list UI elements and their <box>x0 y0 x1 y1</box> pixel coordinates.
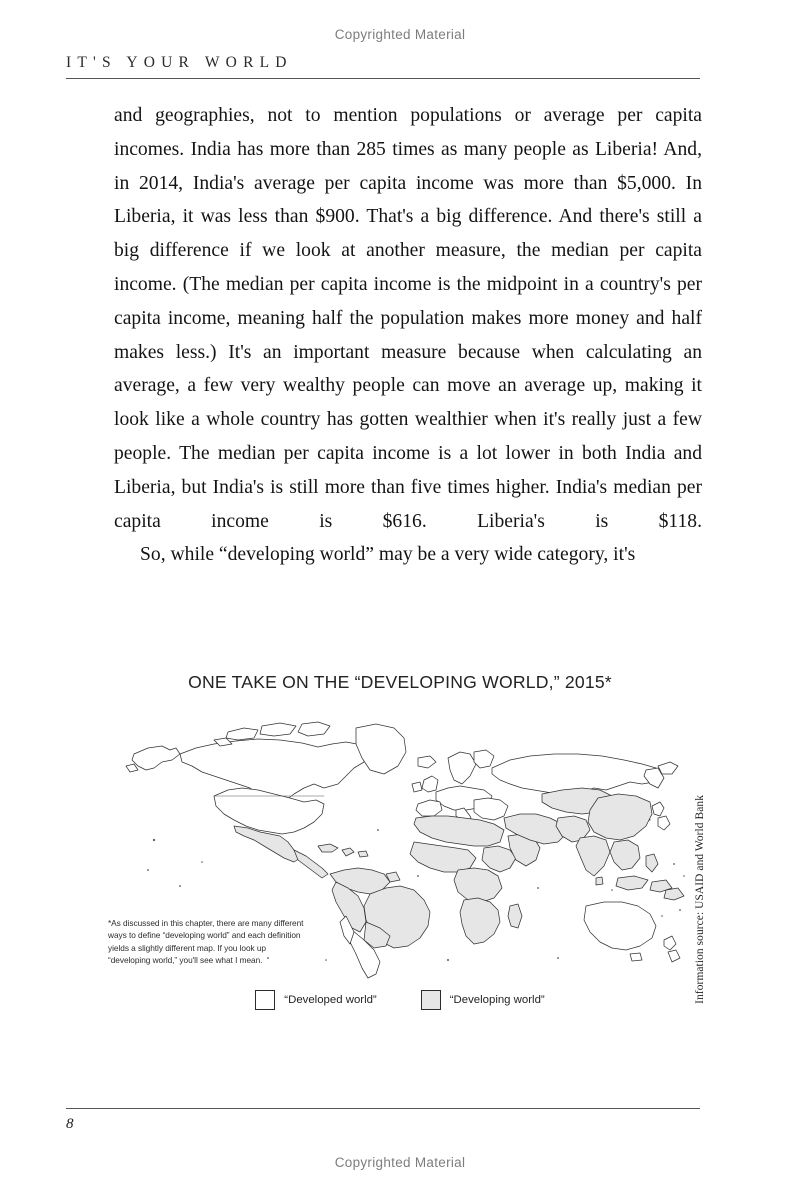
body-paragraph-2: So, while “developing world” may be a very wide category, it's <box>140 544 636 566</box>
legend-label-developed: “Developed world” <box>284 994 377 1006</box>
header-rule <box>66 78 700 79</box>
legend-item-developed <box>255 990 376 1010</box>
legend-swatch-developing <box>421 990 441 1010</box>
footer-rule <box>66 1108 700 1109</box>
body-paragraph-1: and geographies, not to mention populations or average per capita incomes. India has more than 285 times as many people as Liberia! And, in 2014, India's average per capita income was more than $5,000. In Liberia, it was less than $900. That's a big difference. And there's still a big difference if we look at another measure, the median per capita income. (The median per capita income is the midpoint in a country's per capita income, meaning half the population makes more money and half makes less.) It's an important measure because when calculating an average, a few very wealthy people can move an average up, making it look like a whole country has gotten wealthier when it's really just a few people. The median per capita income is a lot lower in both India and Liberia, but India's is still more than five times higher. India's median per capita income is $616. Liberia's is $118. <box>114 105 702 532</box>
body-text-column <box>114 99 702 572</box>
figure-footnote: *As discussed in this chapter, there are many different ways to define “developing world” and each definition yields a slightly different map. If you look up “developing world,” you'll see what I mean. <box>108 918 304 966</box>
figure-source-credit: Information source: USAID and World Bank <box>694 795 706 1004</box>
legend-item-developing <box>421 990 545 1010</box>
legend-swatch-developed <box>255 990 275 1010</box>
map-legend <box>100 990 700 1010</box>
running-head: IT'S YOUR WORLD <box>66 54 293 71</box>
copyright-watermark-top: Copyrighted Material <box>334 27 466 42</box>
figure-world-map <box>100 664 700 1054</box>
legend-label-developing: “Developing world” <box>449 994 545 1006</box>
copyright-watermark-bottom: Copyrighted Material <box>334 1155 466 1170</box>
figure-title: ONE TAKE ON THE “DEVELOPING WORLD,” 2015* <box>188 672 612 692</box>
page-number: 8 <box>66 1116 74 1132</box>
